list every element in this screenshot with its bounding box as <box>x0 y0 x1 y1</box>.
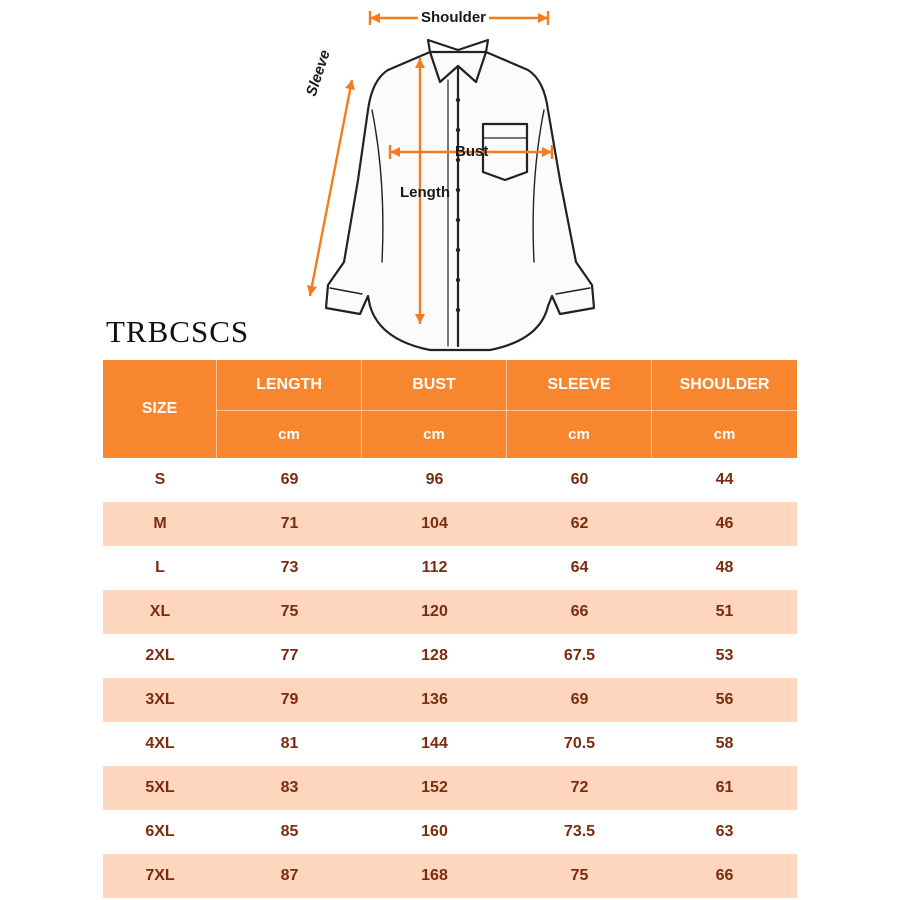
bust-label: Bust <box>455 143 489 160</box>
bust-column-header: BUST <box>362 360 507 411</box>
bust-cell: 112 <box>421 559 448 576</box>
length-cell: 87 <box>280 867 299 884</box>
sleeve-unit: cm <box>507 411 652 458</box>
shoulder-cell: 51 <box>715 603 734 620</box>
sleeve-cell: 67.5 <box>563 647 596 664</box>
length-cell: 79 <box>280 691 299 708</box>
shoulder-cell: 58 <box>715 735 734 752</box>
shoulder-column-header: SHOULDER <box>652 360 797 411</box>
table-row <box>103 678 797 722</box>
sleeve-label: Sleeve <box>302 47 334 99</box>
sleeve-cell: 72 <box>570 779 589 796</box>
sleeve-cell: 60 <box>570 471 589 488</box>
length-cell: 85 <box>280 823 299 840</box>
size-cell: 4XL <box>145 735 175 752</box>
length-cell: 71 <box>280 515 299 532</box>
size-cell: XL <box>149 603 171 620</box>
sleeve-cell: 73.5 <box>563 823 596 840</box>
length-cell: 73 <box>280 559 299 576</box>
sleeve-column-header: SLEEVE <box>507 360 652 411</box>
bust-cell: 168 <box>421 867 448 884</box>
size-chart-table <box>103 360 797 898</box>
table-row <box>103 458 797 502</box>
length-label: Length <box>400 184 450 201</box>
length-column-header: LENGTH <box>217 360 362 411</box>
shoulder-cell: 44 <box>715 471 734 488</box>
size-cell: 7XL <box>145 867 175 884</box>
table-row <box>103 502 797 546</box>
length-cell: 83 <box>280 779 299 796</box>
table-row <box>103 854 797 898</box>
shoulder-cell: 56 <box>715 691 734 708</box>
size-cell: M <box>153 515 167 532</box>
bust-cell: 96 <box>425 471 444 488</box>
brand-name: TRBCSCS <box>106 314 250 349</box>
shirt-outline-icon <box>0 0 900 360</box>
table-row <box>103 546 797 590</box>
size-column-header: SIZE <box>103 360 217 458</box>
sleeve-cell: 75 <box>570 867 589 884</box>
table-row <box>103 590 797 634</box>
table-header <box>103 360 797 458</box>
shoulder-cell: 48 <box>715 559 734 576</box>
size-cell: 5XL <box>145 779 175 796</box>
size-cell: 2XL <box>145 647 175 664</box>
sleeve-cell: 64 <box>570 559 589 576</box>
table-row <box>103 810 797 854</box>
shoulder-cell: 53 <box>715 647 734 664</box>
length-cell: 75 <box>280 603 299 620</box>
bust-unit: cm <box>362 411 507 458</box>
size-cell: L <box>155 559 165 576</box>
bust-cell: 152 <box>421 779 448 796</box>
size-cell: S <box>154 471 166 488</box>
shoulder-cell: 46 <box>715 515 734 532</box>
bust-cell: 136 <box>421 691 448 708</box>
shoulder-label: Shoulder <box>418 9 489 26</box>
sleeve-cell: 70.5 <box>563 735 596 752</box>
size-cell: 6XL <box>145 823 175 840</box>
table-row <box>103 634 797 678</box>
shoulder-cell: 61 <box>715 779 734 796</box>
sleeve-cell: 62 <box>570 515 589 532</box>
shoulder-unit: cm <box>713 426 736 443</box>
shoulder-cell: 66 <box>715 867 734 884</box>
sleeve-cell: 69 <box>570 691 589 708</box>
size-cell: 3XL <box>145 691 175 708</box>
length-unit: cm <box>217 411 362 458</box>
table-row <box>103 722 797 766</box>
bust-cell: 128 <box>421 647 448 664</box>
measurement-diagram <box>0 0 900 360</box>
length-cell: 77 <box>280 647 299 664</box>
bust-cell: 104 <box>421 515 448 532</box>
bust-cell: 144 <box>421 735 448 752</box>
bust-cell: 120 <box>421 603 448 620</box>
length-cell: 81 <box>280 735 299 752</box>
table-row <box>103 766 797 810</box>
length-cell: 69 <box>280 471 299 488</box>
sleeve-cell: 66 <box>570 603 589 620</box>
bust-cell: 160 <box>421 823 448 840</box>
shoulder-cell: 63 <box>715 823 734 840</box>
